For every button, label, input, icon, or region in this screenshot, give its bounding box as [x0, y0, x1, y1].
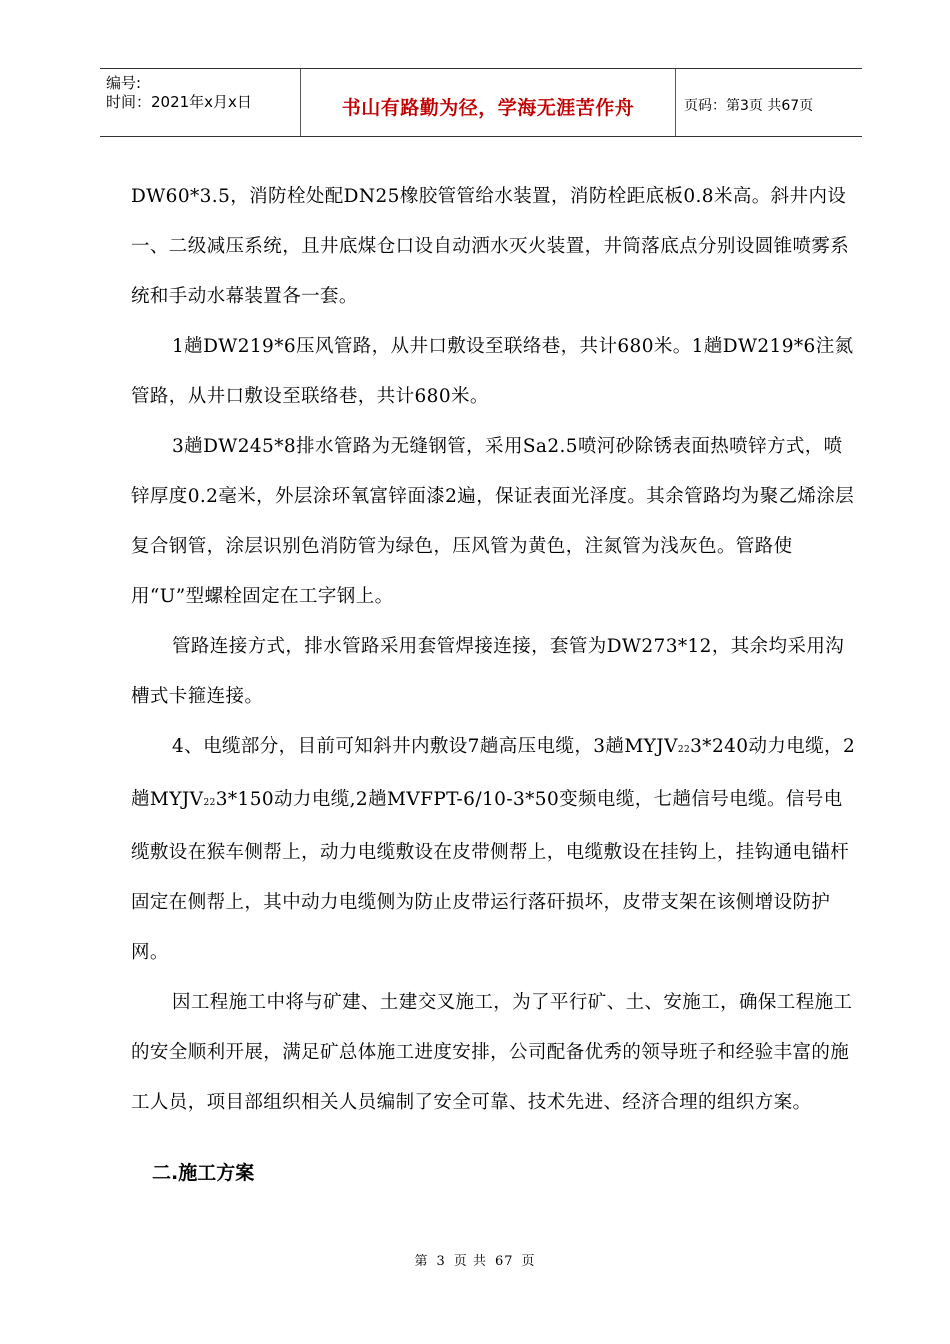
footer-prefix: 第 [414, 1254, 429, 1269]
header-meta-cell [100, 69, 301, 136]
header-motto-cell [301, 69, 676, 136]
header-page-cell [676, 69, 862, 136]
footer-suffix: 页 [521, 1254, 536, 1269]
header-motto: 书山有路勤为径，学海无涯苦作舟 [341, 97, 635, 119]
footer-total-pages: 67 [494, 1254, 514, 1269]
section-heading: 二.施工方案 [152, 1162, 255, 1184]
paragraph-5-part-3: 3*150动力电缆,2趟MVFPT-6/10-3*50变频电缆，七趟信号电缆。信号电缆敷设在猴车侧帮上，动力电缆敷设在皮带侧帮上，电缆敷设在挂钩上，挂钩通电锚杆固定在侧帮上，其中动力电缆侧为防止皮带运行落矸损坏，皮带支架在该侧增设防护网。 [131, 789, 850, 963]
cable-subscript-1: 22 [677, 745, 691, 755]
paragraph-1: DW60*3.5，消防栓处配DN25橡胶管管给水装置，消防栓距底板0.8米高。斜井内设一、二级减压系统，且井底煤仓口设自动洒水灭火装置，井筒落底点分别设圆锥喷雾系统和手动水幕装置各一套。 [131, 186, 850, 307]
paragraph-5 [131, 722, 861, 978]
footer-mid: 页 共 [453, 1254, 487, 1269]
paragraph-4: 管路连接方式，排水管路采用套管焊接连接，套管为DW273*12，其余均采用沟槽式卡箍连接。 [131, 636, 845, 707]
cable-subscript-2: 22 [203, 798, 216, 808]
page-footer [0, 1250, 950, 1269]
paragraph-5-part-1: 4、电缆部分，目前可知斜井内敷设7趟高压电缆，3趟MYJV [172, 736, 678, 757]
header-page-info: 页码：第3页 共67页 [684, 98, 814, 114]
footer-page-number: 3 [436, 1254, 446, 1269]
paragraph-5-part-2: 3*240动力电缆，2趟MYJV [131, 736, 856, 810]
document-time-label: 时间：2021年x月x日 [106, 93, 252, 111]
paragraph-2: 1趟DW219*6压风管路，从井口敷设至联络巷，共计680米。1趟DW219*6注氮管路，从井口敷设至联络巷，共计680米。 [131, 336, 854, 407]
paragraph-6: 因工程施工中将与矿建、土建交叉施工，为了平行矿、土、安施工，确保工程施工的安全顺利开展，满足矿总体施工进度安排，公司配备优秀的领导班子和经验丰富的施工人员，项目部组织相关人员编制了安全可靠、技术先进、经济合理的组织方案。 [131, 992, 853, 1113]
document-body [131, 172, 861, 1128]
paragraph-3: 3趟DW245*8排水管路为无缝钢管，采用Sa2.5喷河砂除锈表面热喷锌方式，喷锌厚度0.2毫米，外层涂环氧富锌面漆2遍，保证表面光泽度。其余管路均为聚乙烯涂层复合钢管，涂层识别色消防管为绿色，压风管为黄色，注氮管为浅灰色。管路使用“U”型螺栓固定在工字钢上。 [131, 436, 855, 607]
document-number-label: 编号: [106, 74, 142, 92]
page-header [100, 68, 862, 137]
